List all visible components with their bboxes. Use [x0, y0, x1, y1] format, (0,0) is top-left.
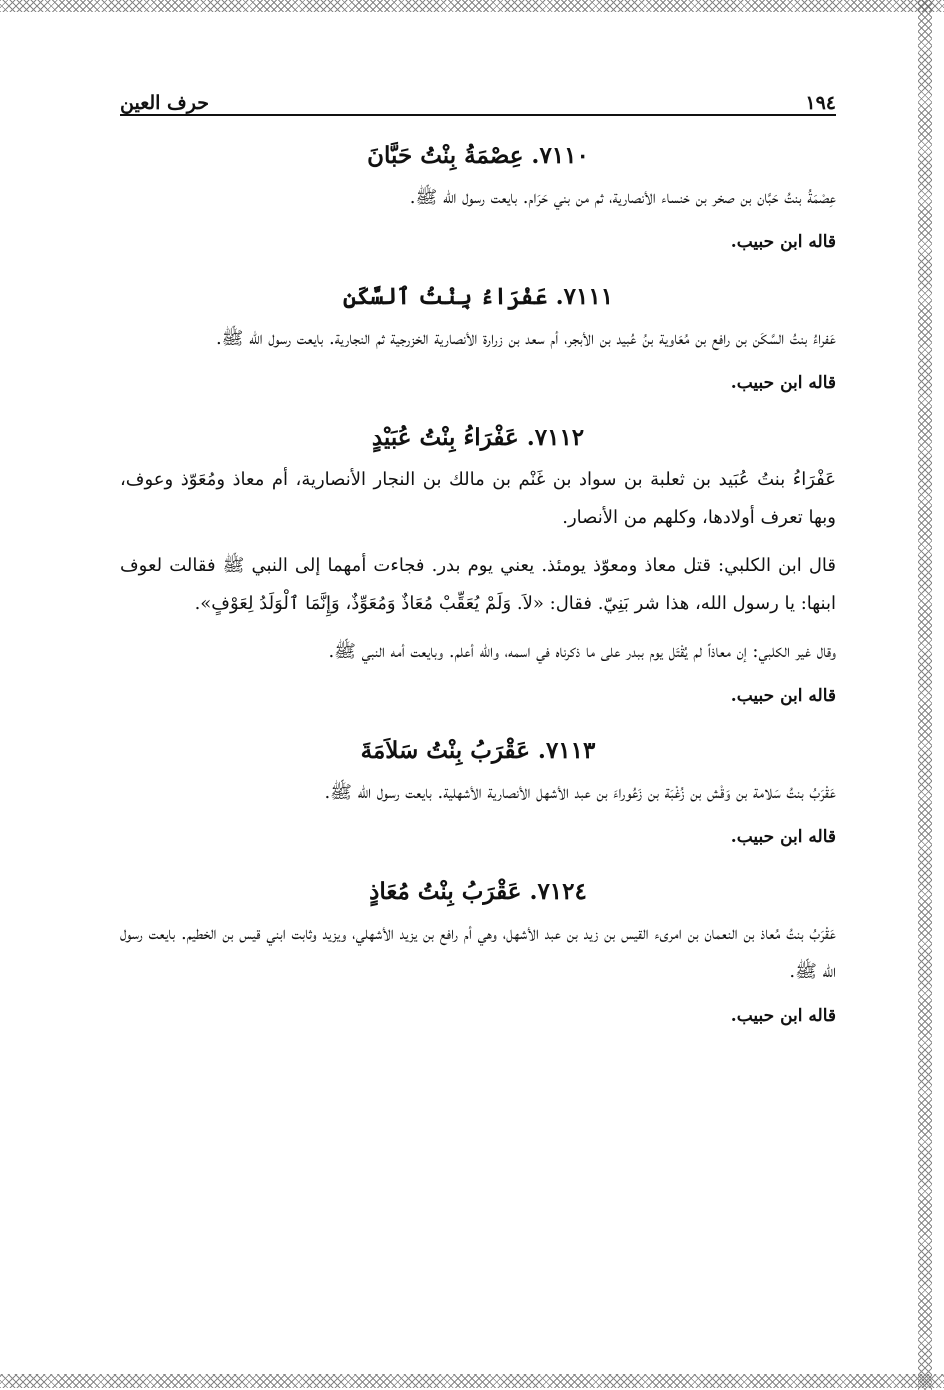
- entry-paragraph: عَقْرَبُ بنتُ سَلامة بن وَقْش بن زُغْبَة بن زَعُوراءَ بن عبد الأشهل الأنصارية الأشهلية. بايعت رسول الله ﷺ.: [324, 782, 836, 803]
- right-ornamental-border: [918, 0, 932, 1390]
- entry: [120, 878, 836, 1031]
- entry-source: قاله ابن حبيب.: [730, 1006, 836, 1026]
- section-title: حرف العين: [120, 92, 209, 114]
- book-page: [120, 80, 836, 1031]
- page-header: [120, 80, 836, 116]
- entry-paragraph: قال ابن الكلبي: قتل معاذ ومعوّذ يومئذ. يعني يوم بدر. فجاءت أمهما إلى النبي ﷺ فقالت لعوف ابنها: يا رسول الله، هذا شر بَنِيّ. فقال: «لاَ. وَلَمْ يُعَقِّبْ مُعَاذٌ وَمُعَوِّذٌ، وَإِنَّمَا ٱلْوَلَدُ لِعَوْفٍ».: [120, 555, 836, 614]
- entry-title: ٧١٢٤. عَقْرَبُ بِنْتُ مُعَاذٍ: [369, 878, 587, 905]
- entry-paragraph: وقال غير الكلبي: إن معاذاً لم يُقْتَل يوم ببدر على ما ذكرناه في اسمه، والله أعلم. وبايعت أمه النبي ﷺ.: [328, 641, 836, 662]
- page-number: ١٩٤: [805, 92, 836, 114]
- bottom-ornamental-border: [0, 1374, 944, 1388]
- spacer: [120, 623, 836, 633]
- entry-source: قاله ابن حبيب.: [730, 232, 836, 252]
- entry: [120, 283, 836, 398]
- entry: [120, 424, 836, 711]
- entry-title: ٧١١١. عَفْرَاءُ بِنْتُ ٱلسَّكَنِ: [342, 283, 614, 310]
- entry-title: ٧١١٢. عَفْرَاءُ بِنْتُ عُبَيْدٍ: [371, 424, 585, 451]
- entry-paragraph: عَقْرَبُ بنتُ مُعاذ بن النعمان بن امرىء القيس بن زيد بن عبد الأشهل، وهي أم رافع بن يزيد الأشهلي، ويزيد وثابت ابني قيس بن الخطيم. بايعت رسول الله ﷺ.: [120, 923, 836, 982]
- top-ornamental-border: [0, 0, 944, 12]
- entry-source: قاله ابن حبيب.: [730, 686, 836, 706]
- entry-paragraph: عَفْرَاءُ بنتُ عُبَيد بن ثعلبة بن سواد بن غَنْم بن مالك بن النجار الأنصارية، أم معاذ ومُعَوّذ وعوف، وبها تعرف أولادها، وكلهم من الأنصار.: [120, 469, 836, 528]
- entry-paragraph: عِصْمَةُ بنتُ حَبَّان بن صخر بن خنساء الأنصارية، ثم من بني حَرَام. بايعت رسول الله ﷺ.: [409, 187, 836, 208]
- entry-paragraph: عَفراءُ بنتُ السَّكَن بن رافع بن مُعَاوية بنُ عُبيد بن الأبجر، أم سعد بن زرارة الأنصارية الخزرجية ثم النجارية. بايعت رسول الله ﷺ.: [215, 328, 836, 349]
- entry: [120, 142, 836, 257]
- entry-source: قاله ابن حبيب.: [730, 373, 836, 393]
- entry-title: ٧١١٣. عَقْرَبُ بِنْتُ سَلاَمَةَ: [360, 737, 596, 764]
- entry-title: ٧١١٠. عِصْمَةُ بِنْتُ حَبَّانَ: [367, 142, 589, 169]
- entry-source: قاله ابن حبيب.: [730, 827, 836, 847]
- spacer: [120, 537, 836, 547]
- entry: [120, 737, 836, 852]
